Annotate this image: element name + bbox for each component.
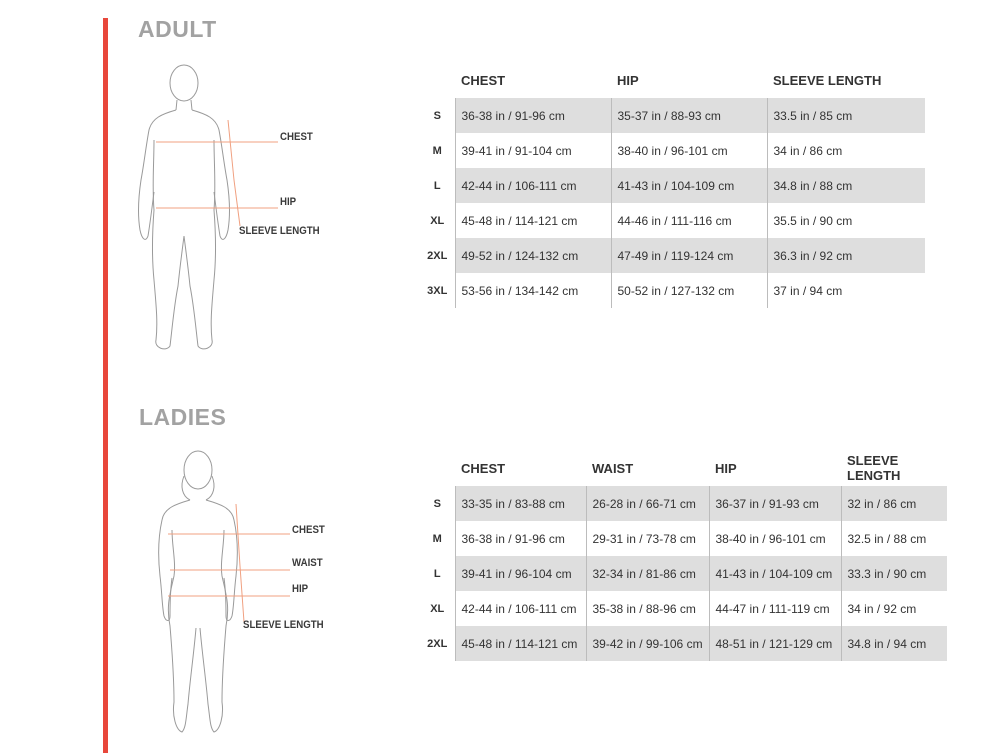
table-row [420,238,925,273]
size-label: XL [420,203,455,238]
hip-cell: 41-43 in / 104-109 cm [709,556,841,591]
hip-cell: 47-49 in / 119-124 cm [611,238,767,273]
table-row [420,98,925,133]
waist-cell: 26-28 in / 66-71 cm [586,486,709,521]
size-label: M [420,521,455,556]
sleeve-cell: 32.5 in / 88 cm [841,521,947,556]
ladies-body-outline-icon [150,446,350,746]
waist-cell: 29-31 in / 73-78 cm [586,521,709,556]
adult-col-hip: HIP [617,72,639,88]
chest-cell: 39-41 in / 91-104 cm [455,133,611,168]
adult-body-outline-icon [130,60,330,360]
hip-cell: 44-46 in / 111-116 cm [611,203,767,238]
chest-cell: 53-56 in / 134-142 cm [455,273,611,308]
ladies-body-figure [150,446,350,746]
chest-cell: 45-48 in / 114-121 cm [455,626,586,661]
adult-section-title: ADULT [138,16,217,42]
sleeve-cell: 33.5 in / 85 cm [767,98,925,133]
size-label: 3XL [420,273,455,308]
waist-cell: 32-34 in / 81-86 cm [586,556,709,591]
sleeve-cell: 33.3 in / 90 cm [841,556,947,591]
sleeve-cell: 34.8 in / 94 cm [841,626,947,661]
size-label: XL [420,591,455,626]
table-row [420,203,925,238]
sleeve-cell: 34.8 in / 88 cm [767,168,925,203]
hip-cell: 38-40 in / 96-101 cm [611,133,767,168]
chest-cell: 42-44 in / 106-111 cm [455,591,586,626]
size-label: 2XL [420,626,455,661]
table-row [420,556,947,591]
ladies-figure-chest-label: CHEST [292,524,325,536]
ladies-figure-hip-label: HIP [292,583,309,595]
chest-cell: 39-41 in / 96-104 cm [455,556,586,591]
size-label: S [420,486,455,521]
chest-cell: 42-44 in / 106-111 cm [455,168,611,203]
adult-figure-sleeve-label: SLEEVE LENGTH [239,225,320,237]
adult-figure-hip-label: HIP [280,196,297,208]
adult-table-header [420,62,925,98]
hip-cell: 44-47 in / 111-119 cm [709,591,841,626]
chest-cell: 45-48 in / 114-121 cm [455,203,611,238]
hip-cell: 36-37 in / 91-93 cm [709,486,841,521]
adult-body-figure [130,60,330,360]
table-row [420,591,947,626]
sleeve-cell: 32 in / 86 cm [841,486,947,521]
adult-col-chest: CHEST [461,72,506,88]
hip-cell: 50-52 in / 127-132 cm [611,273,767,308]
adult-col-sleeve: SLEEVE LENGTH [773,72,882,88]
ladies-figure-sleeve-label: SLEEVE LENGTH [243,619,324,631]
table-row [420,486,947,521]
sleeve-cell: 36.3 in / 92 cm [767,238,925,273]
chest-cell: 36-38 in / 91-96 cm [455,98,611,133]
ladies-col-chest: CHEST [461,460,506,476]
sleeve-cell: 37 in / 94 cm [767,273,925,308]
size-label: L [420,168,455,203]
adult-size-table [420,62,925,308]
red-accent-rule [103,18,108,753]
table-row [420,168,925,203]
size-label: L [420,556,455,591]
ladies-table-header [420,450,947,486]
table-row [420,273,925,308]
size-label: M [420,133,455,168]
chest-cell: 33-35 in / 83-88 cm [455,486,586,521]
hip-cell: 38-40 in / 96-101 cm [709,521,841,556]
waist-cell: 35-38 in / 88-96 cm [586,591,709,626]
hip-cell: 48-51 in / 121-129 cm [709,626,841,661]
sleeve-cell: 35.5 in / 90 cm [767,203,925,238]
ladies-section-title: LADIES [139,404,227,430]
ladies-size-table [420,450,947,661]
sleeve-cell: 34 in / 92 cm [841,591,947,626]
corner-cell [420,62,455,98]
table-row [420,133,925,168]
chest-cell: 49-52 in / 124-132 cm [455,238,611,273]
size-label: S [420,98,455,133]
table-row [420,626,947,661]
table-row [420,521,947,556]
sleeve-cell: 34 in / 86 cm [767,133,925,168]
waist-cell: 39-42 in / 99-106 cm [586,626,709,661]
ladies-col-hip: HIP [715,460,737,476]
ladies-col-waist: WAIST [592,460,634,476]
ladies-col-sleeve: SLEEVE LENGTH [847,453,901,483]
hip-cell: 35-37 in / 88-93 cm [611,98,767,133]
size-label: 2XL [420,238,455,273]
corner-cell [420,450,455,486]
chest-cell: 36-38 in / 91-96 cm [455,521,586,556]
ladies-figure-waist-label: WAIST [292,557,323,569]
hip-cell: 41-43 in / 104-109 cm [611,168,767,203]
adult-figure-chest-label: CHEST [280,131,313,143]
